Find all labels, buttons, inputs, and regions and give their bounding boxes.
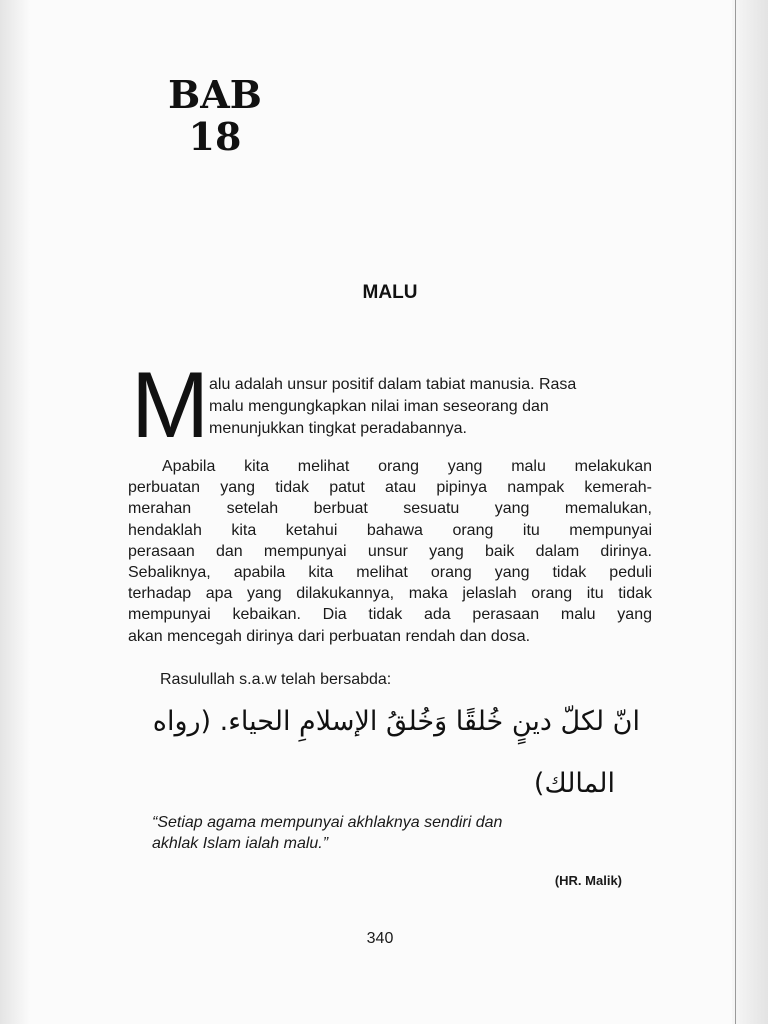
text-line: menunjukkan tingkat peradabannya.: [209, 420, 467, 437]
text-line: akan mencegah dirinya dari perbuatan rendah dan dosa.: [128, 627, 531, 645]
text-line: terhadap apa yang dilakukannya, maka jelaslah orang itu tidak: [128, 585, 652, 603]
text-line: malu mengungkapkan nilai iman seseorang dan: [209, 398, 549, 415]
arabic-hadith-line-2: المالك): [533, 768, 615, 799]
chapter-heading: [150, 74, 280, 158]
text-line: “Setiap agama mempunyai akhlaknya sendiri dan: [152, 814, 503, 831]
page-edge-line: [735, 0, 736, 1024]
text-line: alu adalah unsur positif dalam tabiat manusia. Rasa: [209, 376, 577, 393]
page-gutter-shadow: [0, 0, 30, 1024]
text-line: perbuatan yang tidak patut atau pipinya nampak kemerah-: [128, 479, 652, 497]
hadith-source: (HR. Malik): [554, 873, 622, 888]
text-line: mempunyai kebaikan. Dia tidak ada perasaan malu yang: [128, 606, 652, 624]
text-line: Apabila kita melihat orang yang malu melakukan: [162, 458, 652, 475]
page-number: 340: [366, 930, 394, 947]
drop-cap: M: [131, 352, 210, 457]
chapter-number: 18: [188, 114, 242, 159]
text-line: perasaan dan mempunyai unsur yang baik dalam dirinya.: [128, 542, 652, 560]
hadith-translation: [152, 812, 622, 854]
text-line: merahan setelah berbuat sesuatu yang memalukan,: [128, 500, 652, 518]
intro-paragraph: [209, 374, 652, 440]
text-line: Sebaliknya, apabila kita melihat orang yang tidak peduli: [128, 564, 652, 582]
section-title: MALU: [362, 282, 418, 303]
page-edge: [732, 0, 768, 1024]
chapter-label: BAB: [168, 72, 262, 117]
body-paragraph: [128, 456, 652, 647]
arabic-hadith-line-1: انّ لكلّ دينٍ خُلقًا وَخُلقُ الإسلامِ الحياء. (رواه: [152, 706, 640, 737]
hadith-intro: Rasulullah s.a.w telah bersabda:: [160, 671, 392, 688]
text-line: hendaklah kita ketahui bahawa orang itu mempunyai: [128, 521, 652, 539]
text-line: akhlak Islam ialah malu.”: [152, 835, 329, 852]
